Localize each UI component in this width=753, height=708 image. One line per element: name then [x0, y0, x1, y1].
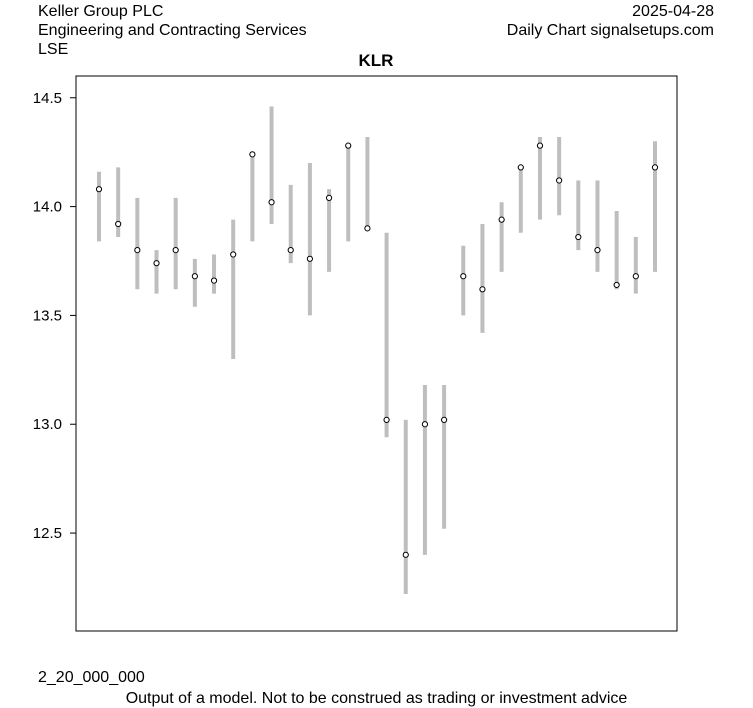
- exchange-name: LSE: [38, 41, 69, 58]
- disclaimer: Output of a model. Not to be construed as trading or investment advice: [125, 690, 628, 707]
- close-point: [326, 195, 331, 200]
- y-tick-label: 13.0: [32, 416, 62, 434]
- y-axis: [33, 90, 76, 542]
- model-code: 2_20_000_000: [38, 669, 145, 686]
- close-point: [633, 274, 638, 279]
- close-point: [652, 165, 657, 170]
- close-point: [480, 287, 485, 292]
- y-tick-label: 13.5: [32, 307, 62, 325]
- close-point: [211, 278, 216, 283]
- close-point: [576, 234, 581, 239]
- close-point: [173, 248, 178, 253]
- close-point: [614, 282, 619, 287]
- plot-frame: [76, 76, 677, 631]
- y-tick-label: 14.5: [32, 89, 62, 107]
- close-point: [403, 552, 408, 557]
- close-point: [250, 152, 255, 157]
- close-point: [192, 274, 197, 279]
- close-point: [518, 165, 523, 170]
- close-point: [442, 417, 447, 422]
- close-point: [96, 187, 101, 192]
- close-point: [154, 261, 159, 266]
- close-point: [461, 274, 466, 279]
- close-point: [307, 256, 312, 261]
- close-point: [595, 248, 600, 253]
- chart-source: Daily Chart signalsetups.com: [506, 22, 714, 39]
- company-name: Keller Group PLC: [38, 3, 164, 20]
- close-point: [269, 200, 274, 205]
- close-point: [557, 178, 562, 183]
- close-point: [384, 417, 389, 422]
- close-point: [288, 248, 293, 253]
- chart-title: KLR: [358, 51, 394, 70]
- close-point: [116, 221, 121, 226]
- sector-name: Engineering and Contracting Services: [38, 22, 307, 39]
- close-point: [422, 422, 427, 427]
- y-tick-label: 14.0: [32, 198, 62, 216]
- range-bars: [99, 106, 655, 594]
- close-point: [499, 217, 504, 222]
- close-points: [96, 143, 657, 557]
- close-point: [346, 143, 351, 148]
- close-point: [537, 143, 542, 148]
- chart-date: 2025-04-28: [632, 3, 714, 20]
- close-point: [135, 248, 140, 253]
- close-point: [365, 226, 370, 231]
- close-point: [231, 252, 236, 257]
- y-tick-label: 12.5: [32, 525, 62, 543]
